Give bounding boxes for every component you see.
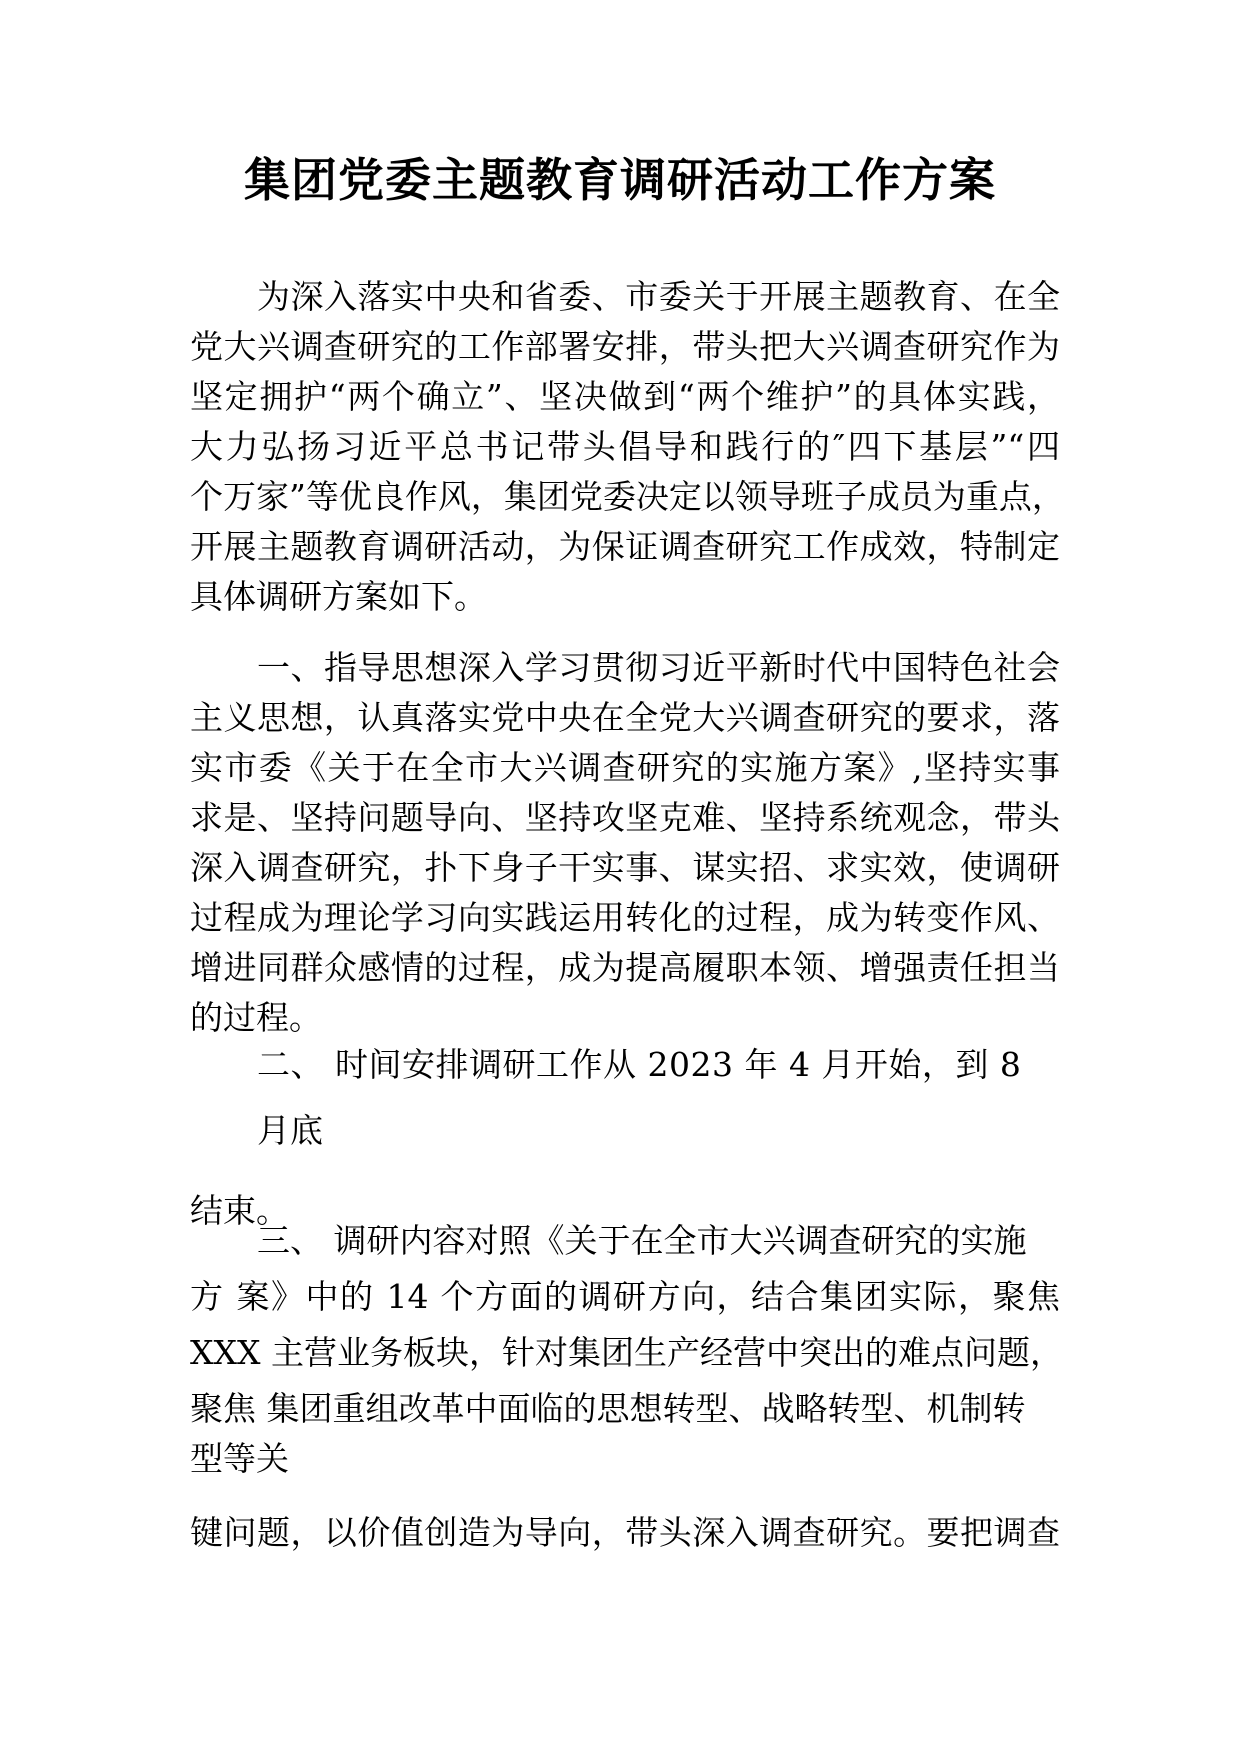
text-line: 大力弘扬习近平总书记带头倡导和践行的″四下基层”“四 <box>190 427 1060 466</box>
text-line: XXX 主营业务板块，针对集团生产经营中突出的难点问题， <box>190 1333 1063 1372</box>
text-line: 型等关 <box>190 1439 289 1478</box>
text-line: 开展主题教育调研活动，为保证调查研究工作成效，特制定 <box>190 527 1060 566</box>
text-line: 三、 调研内容对照《关于在全市大兴调查研究的实施 <box>257 1221 1027 1260</box>
text-line: 个万家”等优良作风，集团党委决定以领导班子成员为重点， <box>190 477 1065 516</box>
text-line: 实市委《关于在全市大兴调查研究的实施方案》,坚持实事 <box>190 748 1060 787</box>
text-line: 深入调查研究，扑下身子干实事、谋实招、求实效，使调研 <box>190 848 1060 887</box>
section-research-content <box>190 1216 1063 1558</box>
text-line: 一、指导思想深入学习贯彻习近平新时代中国特色社会 <box>257 648 1060 687</box>
text-line: 键问题，以价值创造为导向，带头深入调查研究。要把调查 <box>190 1513 1060 1552</box>
text-line: 坚定拥护“两个确立”、坚决做到“两个维护”的具体实践， <box>190 377 1060 416</box>
text-line: 为深入落实中央和省委、市委关于开展主题教育、在全 <box>257 277 1060 316</box>
text-line: 党大兴调查研究的工作部署安排，带头把大兴调查研究作为 <box>190 327 1060 366</box>
section-guiding-ideology <box>190 643 1060 1043</box>
text-line: 月底 <box>257 1111 323 1150</box>
text-line: 方 案》中的 14 个方面的调研方向，结合集团实际，聚焦 <box>190 1277 1060 1316</box>
text-line: 结束。 <box>190 1191 289 1230</box>
text-line: 主义思想，认真落实党中央在全党大兴调查研究的要求，落 <box>190 698 1060 737</box>
text-line: 的过程。 <box>190 998 322 1037</box>
text-line: 增进同群众感情的过程，成为提高履职本领、增强责任担当 <box>190 948 1060 987</box>
text-line: 二、 时间安排调研工作从 2023 年 4 月开始，到 8 <box>257 1045 1022 1084</box>
text-line: 求是、坚持问题导向、坚持攻坚克难、坚持系统观念，带头 <box>190 798 1060 837</box>
section-time-arrangement <box>190 1040 1060 1236</box>
text-line: 聚焦 集团重组改革中面临的思想转型、战略转型、机制转 <box>190 1389 1026 1428</box>
document-title: 集团党委主题教育调研活动工作方案 <box>244 153 996 207</box>
text-line: 过程成为理论学习向实践运用转化的过程，成为转变作风、 <box>190 898 1060 937</box>
text-line: 具体调研方案如下。 <box>190 577 487 616</box>
intro-paragraph <box>190 272 1065 622</box>
